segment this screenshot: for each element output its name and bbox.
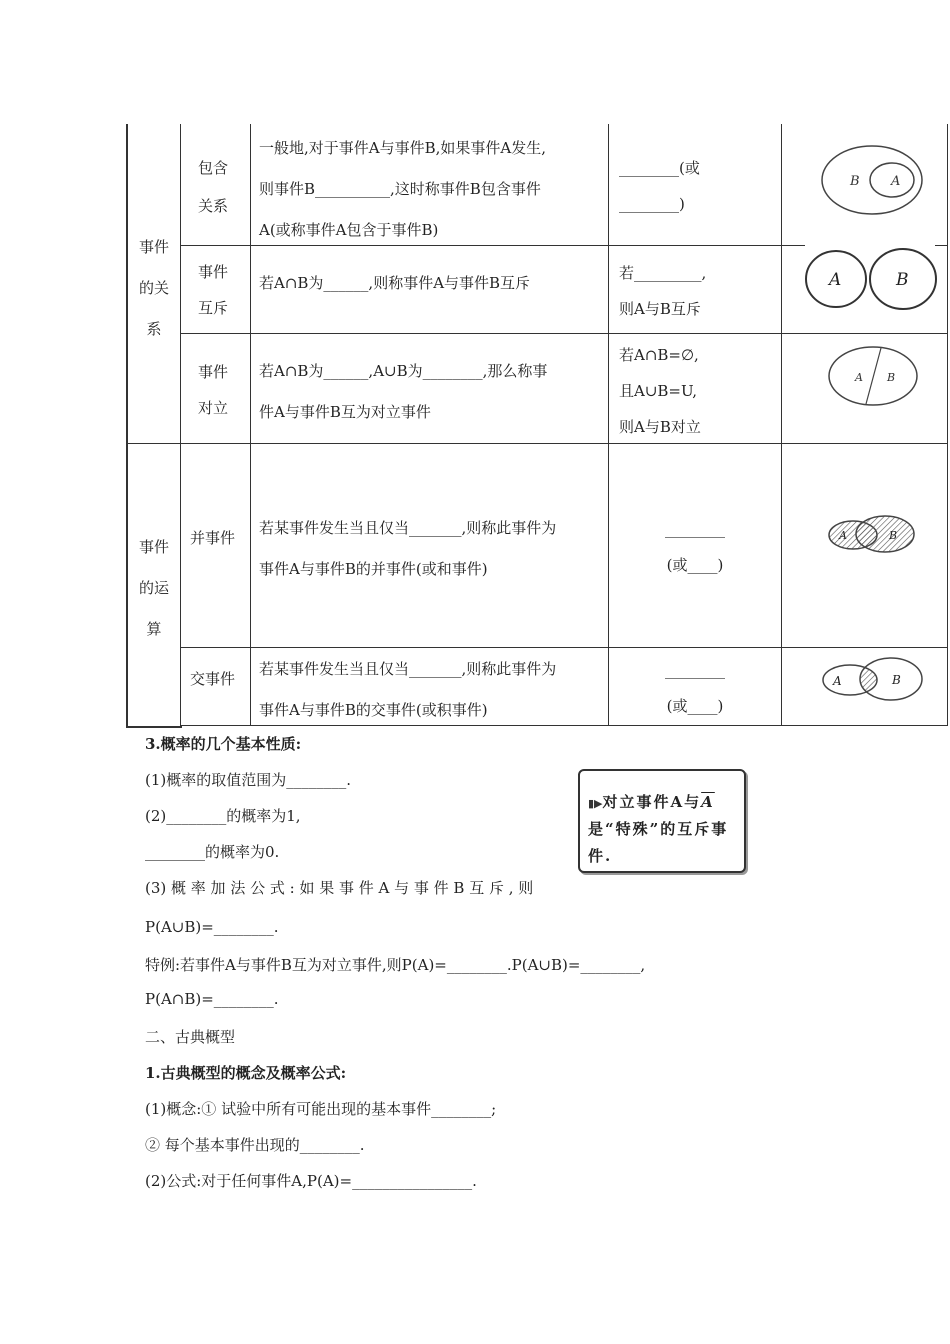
row-name-intersection <box>190 669 235 690</box>
classical-line: (2)公式:对于任何事件A,P(A)=________________. <box>145 1172 477 1190</box>
definition-line: A(或称事件A包含于事件B) <box>259 221 439 239</box>
symbol-line: (或____) <box>666 556 724 574</box>
venn-mutually-exclusive-diagram <box>804 246 940 312</box>
definition-line: 若A∩B为______,则称事件A与事件B互斥 <box>259 274 531 292</box>
venn-label: A <box>833 674 842 688</box>
venn-label: B <box>892 673 901 687</box>
callout-line <box>588 791 715 812</box>
symbol-line: 若_________, <box>619 264 707 282</box>
symbol-line: (或____) <box>666 697 724 715</box>
symbol-line: 则A与B对立 <box>619 418 701 436</box>
section3-heading: 3.概率的几个基本性质: <box>145 735 302 753</box>
venn-inclusion-diagram <box>818 140 926 220</box>
property-line: P(A∪B)=________. <box>145 918 279 936</box>
definition-line: 则事件B__________,这时称事件B包含事件 <box>259 180 541 198</box>
row-name-line: 对立 <box>198 399 229 417</box>
venn-label: B <box>889 529 898 542</box>
complement-note-callout <box>578 769 746 873</box>
group-operations-line: 的运 <box>138 579 169 597</box>
venn-label: A <box>839 529 847 542</box>
definition-mutually-exclusive <box>259 273 530 294</box>
symbol-line: 若A∩B=∅, <box>619 346 699 364</box>
venn-complementary-diagram <box>826 344 920 408</box>
property-line: P(A∩B)=________. <box>145 990 279 1008</box>
callout-line: 是“特殊”的互斥事 <box>588 820 729 838</box>
group-label-operations <box>137 527 171 650</box>
row-name-line: 交事件 <box>190 670 236 688</box>
row-name-inclusion <box>198 149 228 225</box>
symbol-inclusion <box>619 150 700 222</box>
symbol-line: ________(或 <box>619 159 700 177</box>
venn-union-diagram <box>826 512 918 556</box>
property-line: (2)________的概率为1, <box>145 807 301 825</box>
venn-label: A <box>855 371 863 384</box>
definition-line: 事件A与事件B的交事件(或积事件) <box>259 701 488 719</box>
venn-label: A <box>891 174 901 189</box>
symbol-line: 且A∪B=U, <box>619 382 698 400</box>
callout-line: 件. <box>588 847 613 865</box>
definition-line: 若某事件发生当且仅当_______,则称此事件为 <box>259 519 557 537</box>
definition-line: 事件A与事件B的并事件(或和事件) <box>259 560 488 578</box>
a-bar-symbol: $\overline{A}$ <box>701 793 715 811</box>
venn-label: B <box>896 270 909 290</box>
property-line: (1)概率的取值范围为________. <box>145 771 352 789</box>
row-name-line: 互斥 <box>198 299 229 317</box>
definition-line: 件A与事件B互为对立事件 <box>259 403 431 421</box>
group-relations-line: 事件 <box>138 238 169 256</box>
symbol-mutually-exclusive <box>619 255 706 327</box>
classical-line: (1)概念:① 试验中所有可能出现的基本事件________; <box>145 1100 497 1118</box>
row-name-line: 事件 <box>198 263 229 281</box>
symbol-union <box>660 511 730 583</box>
callout-text: 对立事件A与 <box>602 793 702 811</box>
venn-intersection-diagram <box>820 656 924 704</box>
symbol-intersection <box>660 652 730 724</box>
group-operations-line: 算 <box>146 620 162 638</box>
row-name-union <box>190 528 235 549</box>
classical-line: ② 每个基本事件出现的________. <box>145 1136 365 1154</box>
group-label-relations <box>137 227 171 350</box>
section-title-classical: 二、古典概型 <box>145 1028 236 1046</box>
property-line: ________的概率为0. <box>145 843 280 861</box>
symbol-line: ________ <box>665 661 725 679</box>
definition-complementary <box>259 351 547 433</box>
definition-line: 若A∩B为______,A∪B为________,那么称事 <box>259 362 548 380</box>
group-relations-line: 的关 <box>138 279 169 297</box>
row-name-line: 并事件 <box>190 529 236 547</box>
play-icon: ▮▶ <box>588 797 603 810</box>
property-line: 特例:若事件A与事件B互为对立事件,则P(A)=________.P(A∪B)=________, <box>145 956 646 974</box>
definition-intersection <box>259 649 556 731</box>
row-name-line: 包含 <box>198 159 229 177</box>
definition-line: 若某事件发生当且仅当_______,则称此事件为 <box>259 660 557 678</box>
property-line: (3) 概 率 加 法 公 式 : 如 果 事 件 A 与 事 件 B 互 斥 , 则 <box>145 879 534 897</box>
symbol-line: ________ <box>665 520 725 538</box>
symbol-line: 则A与B互斥 <box>619 300 701 318</box>
definition-line: 一般地,对于事件A与事件B,如果事件A发生, <box>259 139 546 157</box>
symbol-complementary <box>619 337 701 445</box>
row-name-line: 关系 <box>198 197 229 215</box>
venn-label: B <box>887 371 896 384</box>
venn-label: B <box>850 174 860 189</box>
venn-label: A <box>829 270 842 290</box>
row-name-complementary <box>198 354 228 426</box>
definition-union <box>259 508 556 590</box>
group-operations-line: 事件 <box>138 538 169 556</box>
classical-heading: 1.古典概型的概念及概率公式: <box>145 1064 347 1082</box>
group-relations-line: 系 <box>146 320 162 338</box>
row-name-line: 事件 <box>198 363 229 381</box>
definition-inclusion <box>259 128 546 251</box>
symbol-line: ________) <box>619 195 685 213</box>
row-name-mutually-exclusive <box>198 254 228 326</box>
